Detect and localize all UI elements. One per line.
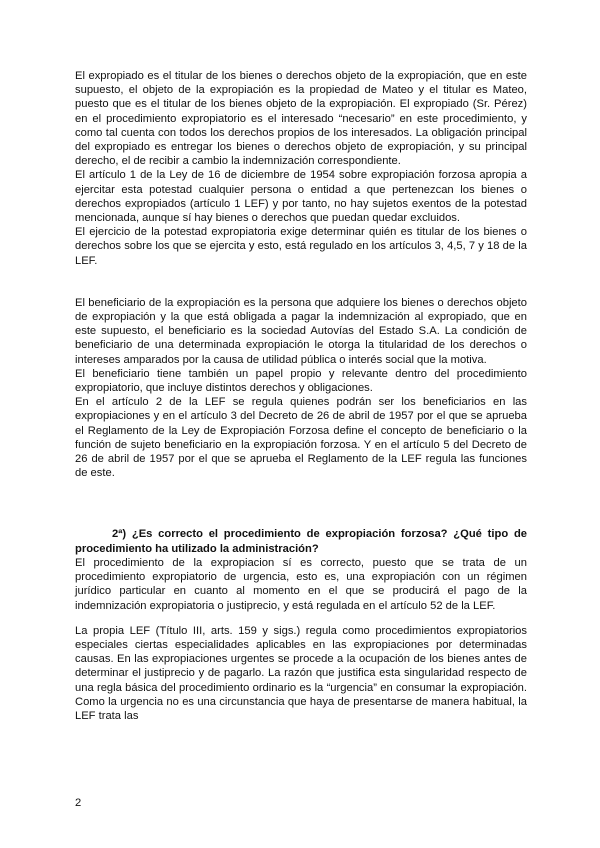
paragraph-beneficiario: El beneficiario de la expropiación es la persona que adquiere los bienes o derechos objeto de expropiación y la que está obligada a pagar la indemnización al expropiado, que en este supuesto, el beneficiario es la sociedad Autovías del Estado S.A. La condición de beneficiario de una determinada expropiación le otorga la titularidad de los derechos o intereses amparados por la causa de utilidad pública o interés social que la motiva. bbox=[75, 296, 527, 366]
paragraph-articulo-1: El artículo 1 de la Ley de 16 de diciembre de 1954 sobre expropiación forzosa apropia a ejercitar esta potestad cualquier persona o entidad a que pertenezcan los bienes o derechos expropiados (artículo 1 LEF) y por tanto, no hay sujetos exentos de la potestad mencionada, aunque sí hay bienes o derechos que puedan quedar excluidos. bbox=[75, 169, 527, 225]
paragraph-ejercicio-potestad: El ejercicio de la potestad expropiatoria exige determinar quién es titular de los bienes o derechos sobre los que se ejercita y esto, está regulado en los artículos 3, 4,5, 7 y 18 de la LEF. bbox=[75, 226, 527, 267]
page-number: 2 bbox=[75, 797, 82, 809]
question-block bbox=[75, 527, 527, 555]
paragraph-papel-beneficiario: El beneficiario tiene también un papel propio y relevante dentro del procedimiento expropiatorio, que incluye distintos derechos y obligaciones. bbox=[75, 367, 527, 395]
paragraph-articulo-2: En el artículo 2 de la LEF se regula quienes podrán ser los beneficiarios en las expropiaciones y en el artículo 3 del Decreto de 26 de abril de 1957 por el que se aprueba el Reglamento de la Ley de Expropiación Forzosa define el concepto de beneficiario o la función de sujeto beneficiario en la expropiación forzosa. Y en el artículo 5 del Decreto de 26 de abril de 1957 por el que se aprueba el Reglamento de la LEF regula las funciones de este. bbox=[75, 396, 527, 480]
document-body bbox=[75, 69, 527, 723]
question-text: 2ª) ¿Es correcto el procedimiento de expropiación forzosa? ¿Qué tipo de procedimiento ha utilizado la administración? bbox=[75, 528, 527, 555]
question-heading bbox=[75, 527, 527, 555]
paragraph-expropiado: El expropiado es el titular de los bienes o derechos objeto de la expropiación, que en este supuesto, el objeto de la expropiación es la propiedad de Mateo y el titular es Mateo, puesto que es el titular de los bienes objeto de la expropiación. El expropiado (Sr. Pérez) en el procedimiento expropiatorio es el interesado “necesario” en este procedimiento, y como tal cuenta con todos los derechos propios de los interesados. La obligación principal del expropiado es entregar los bienes o derechos objeto de expropiación, y su principal derecho, el de recibir a cambio la indemnización correspondiente. bbox=[75, 70, 527, 168]
paragraph-procedimiento-correcto: El procedimiento de la expropiacion sí es correcto, puesto que se trata de un procedimiento expropiatorio de urgencia, esto es, una expropiación con un régimen jurídico particular en cuanto al momento en el que se producirá el pago de la indemnización expropiatoria o justiprecio, y está regulada en el artículo 52 de la LEF. bbox=[75, 556, 527, 612]
paragraph-propia-lef: La propia LEF (Título III, arts. 159 y sigs.) regula como procedimientos expropiatorios especiales ciertas especialidades aplicables en las expropiaciones por determinadas causas. En las expropiaciones urgentes se procede a la ocupación de los bienes antes de determinar el justiprecio y de pagarlo. La razón que justifica esta singularidad respecto de una regla básica del procedimiento ordinario es la “urgencia” en consumar la expropiación. Como la urgencia no es una circunstancia que haya de presentarse de manera habitual, la LEF trata las bbox=[75, 624, 527, 722]
